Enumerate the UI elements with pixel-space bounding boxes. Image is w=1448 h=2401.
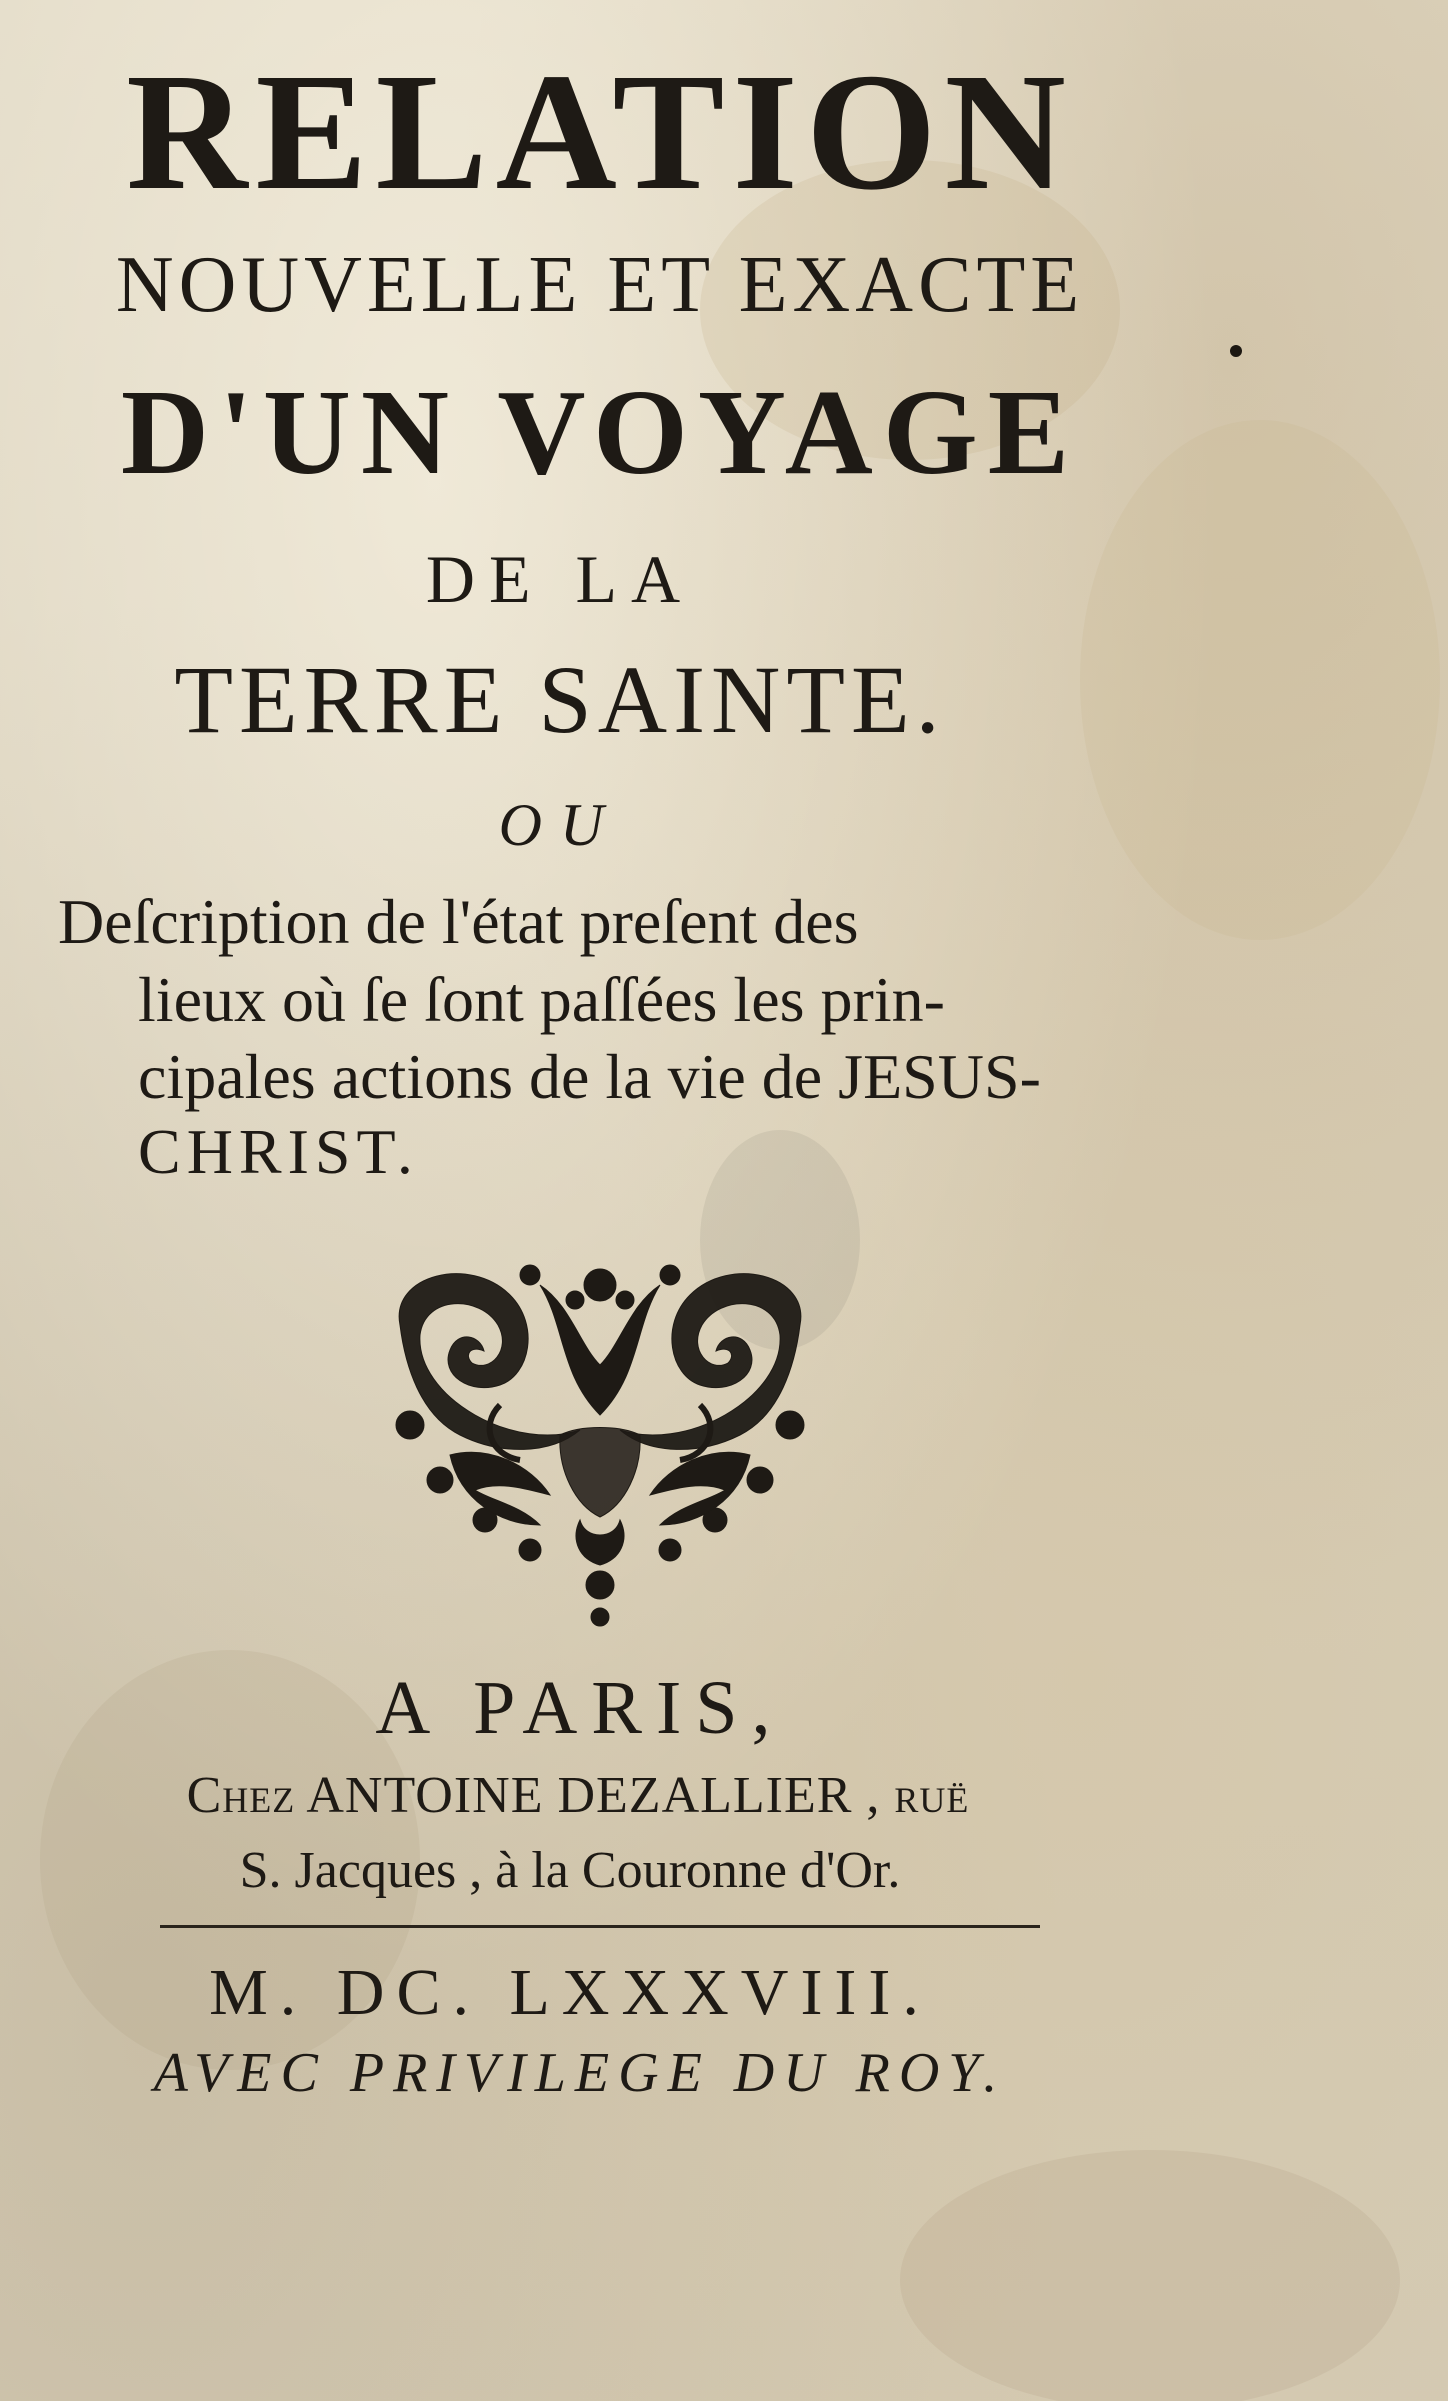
description-line: Deſcription de l'état preſent des <box>58 886 859 957</box>
imprint-printer: Chez ANTOINE DEZALLIER , ruë <box>186 1767 970 1824</box>
description-line: CHRIST. <box>138 1116 419 1187</box>
privilege-line: AVEC PRIVILEGE DU ROY. <box>153 2042 1007 2104</box>
imprint-city: A PARIS, <box>375 1666 785 1750</box>
ink-speck <box>1230 345 1242 357</box>
description-line: lieux où ſe ſont paſſées les prin- <box>138 964 945 1035</box>
title-dun-voyage: D'UN VOYAGE <box>120 365 1080 500</box>
title-terre-sainte: TERRE SAINTE. <box>174 646 946 753</box>
description-line: cipales actions de la vie de JESUS- <box>138 1041 1041 1112</box>
imprint-address: S. Jacques , à la Couronne d'Or. <box>239 1842 901 1899</box>
title-ou: OU <box>498 792 622 858</box>
imprint-year: M. DC. LXXXVIII. <box>209 1956 931 2029</box>
divider-rule <box>160 1925 1040 1928</box>
fleuron-ornament <box>380 1255 820 1635</box>
title-de-la: DE LA <box>425 541 695 617</box>
title-relation: RELATION <box>126 39 1074 225</box>
title-nouvelle-et-exacte: NOUVELLE ET EXACTE <box>115 241 1085 329</box>
